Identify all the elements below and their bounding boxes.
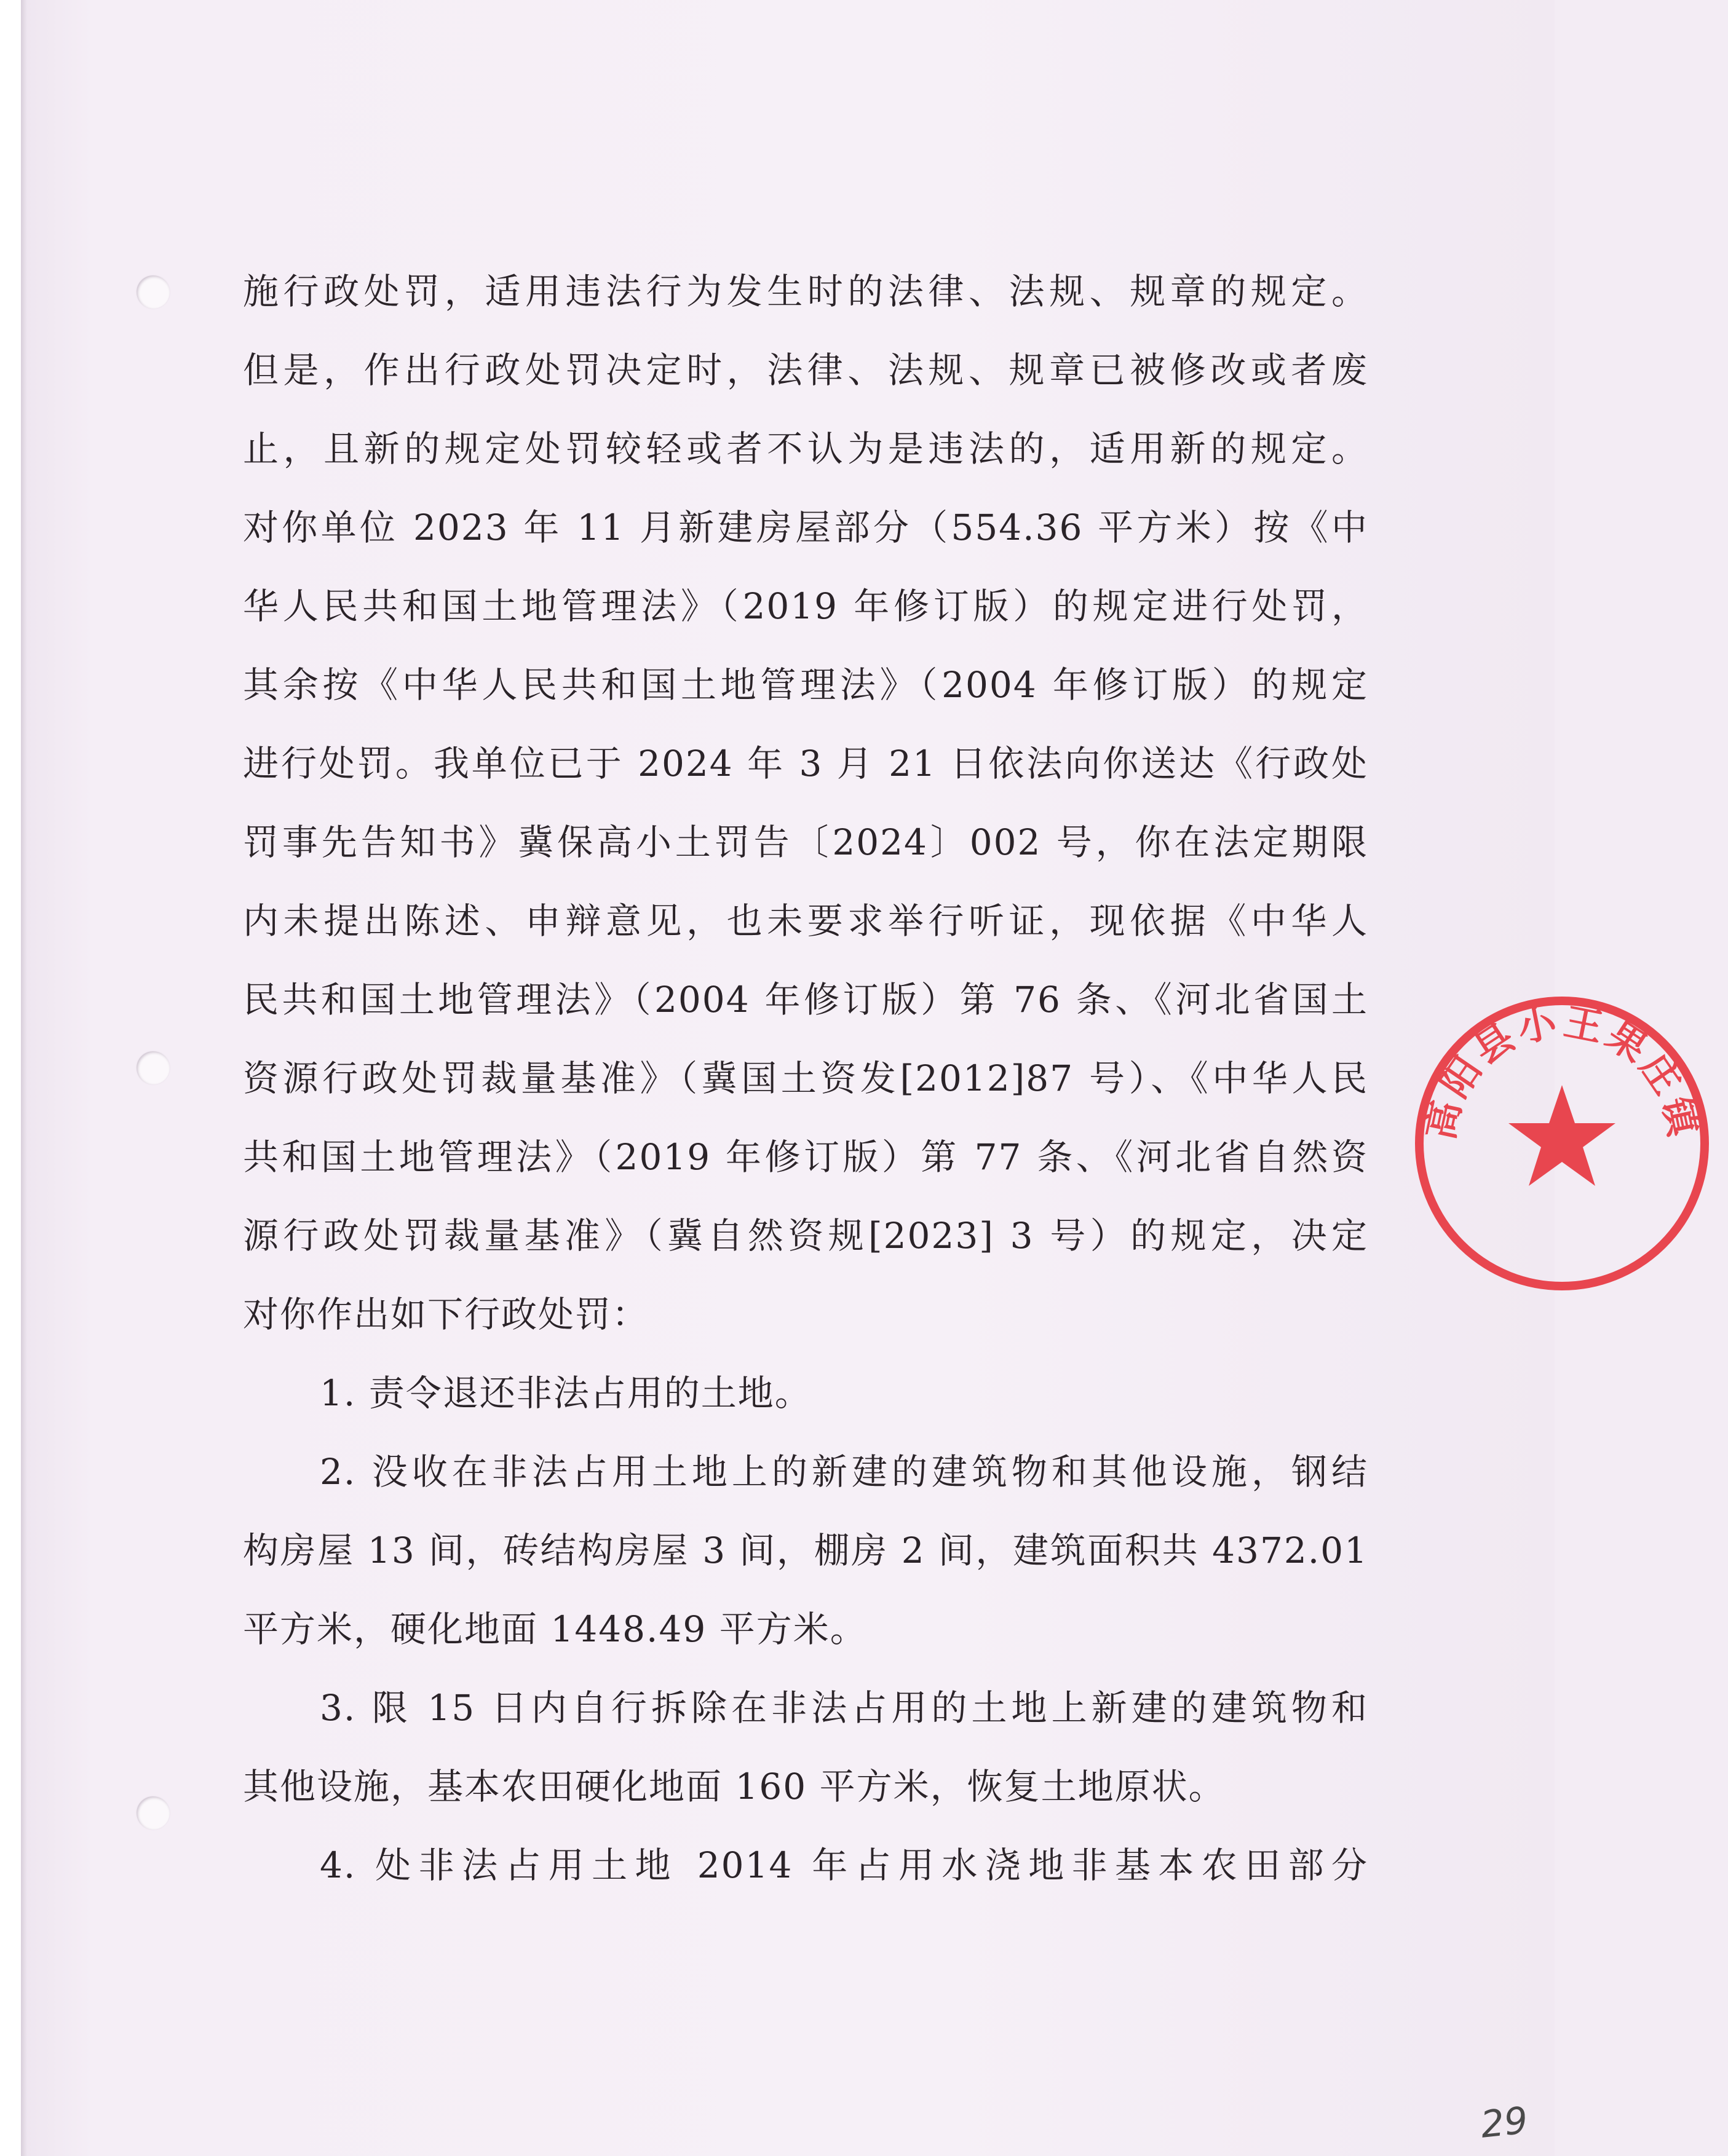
- text-line: 源行政处罚裁量基准》（冀自然资规[2023] 3 号）的规定，决定: [243, 1215, 1368, 1257]
- seal-text-path: 高阳县小王果庄镇: [1417, 998, 1706, 1143]
- text-line: 对你作出如下行政处罚：: [243, 1293, 649, 1335]
- penalty-item-2: 2. 没收在非法占用土地上的新建的建筑物和其他设施，钢结: [320, 1451, 1368, 1493]
- text-line: 民共和国土地管理法》（2004 年修订版）第 76 条、《河北省国土: [243, 979, 1368, 1021]
- text-line: 华人民共和国土地管理法》（2019 年修订版）的规定进行处罚，: [243, 585, 1368, 627]
- text-line: 进行处罚。我单位已于 2024 年 3 月 21 日依法向你送达《行政处: [243, 743, 1368, 784]
- body-text: [243, 252, 1368, 1905]
- text-line: 资源行政处罚裁量基准》（冀国土资发[2012]87 号）、《中华人民: [243, 1057, 1368, 1099]
- star-icon: [1508, 1085, 1615, 1186]
- punch-hole: [137, 1796, 170, 1830]
- scan-edge-shadow: [21, 0, 27, 2156]
- penalty-item-3: 3. 限 15 日内自行拆除在非法占用的土地上新建的建筑物和: [320, 1687, 1368, 1729]
- official-seal: [1396, 977, 1728, 1309]
- page-number: 29: [1478, 2099, 1530, 2147]
- text-line: 罚事先告知书》冀保高小土罚告〔2024〕002 号，你在法定期限: [243, 821, 1368, 863]
- text-line: 内未提出陈述、申辩意见，也未要求举行听证，现依据《中华人: [243, 900, 1368, 942]
- penalty-item-4: 4. 处非法占用土地 2014 年占用水浇地非基本农田部分: [320, 1844, 1368, 1886]
- text-line: 施行政处罚，适用违法行为发生时的法律、法规、规章的规定。: [243, 270, 1368, 312]
- punch-hole: [137, 1051, 170, 1084]
- text-line: 共和国土地管理法》（2019 年修订版）第 77 条、《河北省自然资: [243, 1136, 1368, 1178]
- text-line: 其余按《中华人民共和国土地管理法》（2004 年修订版）的规定: [243, 664, 1368, 706]
- text-line: 止，且新的规定处罚较轻或者不认为是违法的，适用新的规定。: [243, 428, 1368, 470]
- punch-hole: [137, 275, 170, 309]
- text-line: 平方米，硬化地面 1448.49 平方米。: [243, 1608, 867, 1650]
- penalty-item-1: 1. 责令退还非法占用的土地。: [320, 1372, 812, 1414]
- text-line: 其他设施，基本农田硬化地面 160 平方米，恢复土地原状。: [243, 1766, 1226, 1807]
- text-line: 构房屋 13 间，砖结构房屋 3 间，棚房 2 间，建筑面积共 4372.01: [243, 1530, 1368, 1571]
- text-line: 对你单位 2023 年 11 月新建房屋部分（554.36 平方米）按《中: [243, 507, 1368, 548]
- scan-edge: [0, 0, 21, 2156]
- text-line: 但是，作出行政处罚决定时，法律、法规、规章已被修改或者废: [243, 349, 1368, 391]
